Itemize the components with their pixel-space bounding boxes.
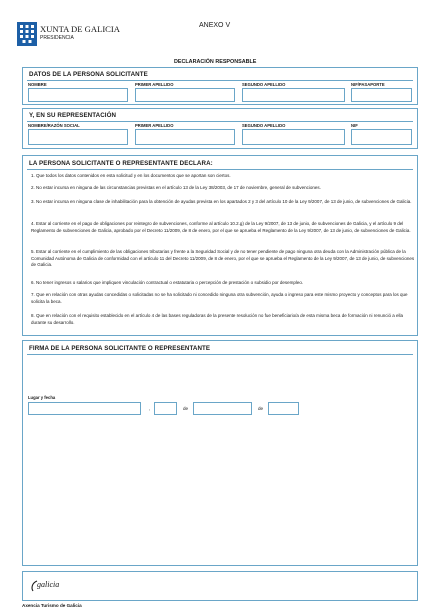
place-field[interactable]: [28, 402, 141, 415]
de-label-1: de: [183, 406, 189, 411]
applicant-first-surname-label: PRIMER APELLIDO: [135, 82, 174, 87]
applicant-title: DATOS DE LA PERSONA SOLICITANTE: [29, 71, 148, 78]
galicia-logo-text: galicia: [37, 580, 60, 589]
org-dept: PRESIDENCIA: [40, 35, 74, 41]
signature-section: [22, 340, 418, 566]
representative-second-surname-label: SEGUNDO APELLIDO: [242, 123, 286, 128]
footer-logo-box: [22, 571, 418, 601]
declaration-item: 2. No estar incursa en ninguna de las circunstancias previstas en el artículo 13 de la Ley 38/2003, de 17 de noviembre, general de subvenciones.: [31, 185, 321, 190]
declaration-title: LA PERSONA SOLICITANTE O REPRESENTANTE DECLARA:: [29, 160, 213, 167]
representative-first-surname-label: PRIMER APELLIDO: [135, 123, 174, 128]
de-label-2: de: [258, 406, 264, 411]
applicant-nif-label: NIF/PASAPORTE: [351, 82, 385, 87]
org-name: XUNTA DE GALICIA: [40, 24, 120, 34]
declaration-item: 5. Estar al corriente en el cumplimiento de las obligaciones tributarias y frente a la Seguridad Social y de no tener pendiente de pago ninguna otra deuda con la Administración pública de la Comunidad Autónoma de Galicia de conformidad con el artículo 11 del Decreto 11/2009, de 8 de enero, por el que se aprueba el Reglamento de la Ley 9/2007, de 13 de junio, de subvenciones de Galicia.: [31, 249, 415, 268]
representative-title-separator: [27, 121, 413, 122]
declaration-item: 1. Que todos los datos contenidos en esta solicitud y en los documentos que se aportan son ciertos.: [31, 173, 231, 178]
place-date-label: Lugar y fecha: [28, 395, 56, 400]
xunta-logo: [17, 22, 37, 46]
applicant-nif-field[interactable]: [351, 88, 412, 102]
declaration-title-separator: [27, 169, 413, 170]
applicant-second-surname-field[interactable]: [242, 88, 345, 102]
xunta-shield-icon: [17, 22, 37, 46]
declaration-item: 3. No estar incursa en ninguna clase de inhabilitación para la obtención de ayudas prevista en los apartados 2 y 3 del artículo 10 de la Ley 9/2007, de 13 de junio, de subvenciones de Galicia.: [31, 199, 412, 204]
applicant-second-surname-label: SEGUNDO APELLIDO: [242, 82, 286, 87]
representative-name-field[interactable]: [28, 129, 128, 145]
agency-name: Axencia Turismo de Galicia: [22, 603, 82, 608]
representative-second-surname-field[interactable]: [242, 129, 345, 145]
galicia-logo: [29, 578, 79, 594]
declaration-item: 4. Estar al corriente en el pago de obligaciones por reintegro de subvenciones, conforme al artículo 10.2.g) de la Ley 9/2007, de 13 de junio, de subvenciones de Galicia, y el artículo 9 del Reglamento de subvenciones de Galicia, aprobado por el Decreto 11/2009, de 8 de enero, por el que se aprueba el Reglamento de la Ley 9/2007, de 13 de junio, de subvenciones de Galicia.: [31, 221, 411, 233]
declaration-section: [22, 155, 418, 336]
declaration-item: 6. No tener ingresos o salarios que impliquen vinculación contractual o estatutaria o percepción de prestación o subsidio por desempleo.: [31, 280, 304, 285]
comma-separator: ,: [149, 406, 151, 411]
page-title: DECLARACIÓN RESPONSABLE: [174, 59, 257, 65]
declaration-item: 8. Que en relación con el requisito establecido en el artículo 4 de las bases reguladoras de la presente resolución no fue beneficiario/a de esta misma beca de formación ni renunció a ella durante su desarrollo.: [31, 313, 403, 325]
representative-first-surname-field[interactable]: [135, 129, 235, 145]
representative-name-label: NOMBRE/RAZÓN SOCIAL: [28, 123, 80, 128]
signature-title: FIRMA DE LA PERSONA SOLICITANTE O REPRESENTANTE: [29, 345, 211, 352]
declaration-item: 7. Que en relación con otras ayudas concedidas o solicitadas no se ha solicitado ni concedido ninguna otra subvención, ayuda o ingreso para este mismo proyecto y conceptos para los que solicita la beca.: [31, 292, 408, 304]
month-field[interactable]: [193, 402, 252, 415]
applicant-name-field[interactable]: [28, 88, 128, 102]
representative-nif-field[interactable]: [351, 129, 412, 145]
representative-section: [22, 108, 418, 149]
annex-label: ANEXO V: [199, 22, 231, 29]
applicant-first-surname-field[interactable]: [135, 88, 235, 102]
applicant-title-separator: [27, 80, 413, 81]
representative-nif-label: NIF: [351, 123, 358, 128]
representative-title: Y, EN SU REPRESENTACIÓN: [29, 112, 117, 119]
signature-title-separator: [27, 354, 413, 355]
applicant-name-label: NOMBRE: [28, 82, 47, 87]
year-field[interactable]: [268, 402, 299, 415]
day-field[interactable]: [154, 402, 177, 415]
applicant-section: [22, 67, 418, 105]
